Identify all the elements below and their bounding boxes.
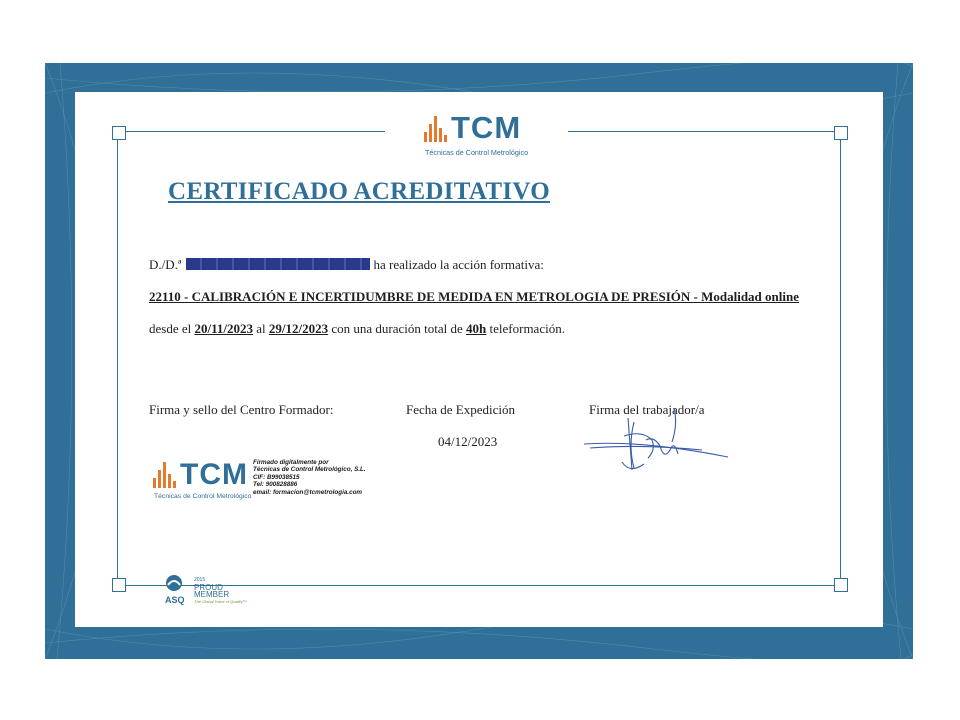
recipient-line xyxy=(149,257,544,273)
issue-date-value: 04/12/2023 xyxy=(438,434,498,449)
asq-proud-member xyxy=(194,577,247,605)
stamp-line: CIF: B99038515 xyxy=(253,473,300,481)
center-signature-label: Firma y sello del Centro Formador: xyxy=(149,402,334,417)
after-name-text: ha realizado la acción formativa: xyxy=(373,257,544,272)
mode-text: teleformación. xyxy=(489,321,565,336)
asq-member: MEMBER xyxy=(194,590,230,599)
certificate-title: CERTIFICADO ACREDITATIVO xyxy=(168,178,551,205)
digital-signature-stamp xyxy=(253,459,366,496)
handwritten-signature xyxy=(582,400,732,475)
dates-line xyxy=(149,321,565,337)
frame-corner xyxy=(834,578,848,592)
redacted-name xyxy=(186,258,370,270)
asq-label: ASQ xyxy=(165,595,185,605)
asq-icon xyxy=(164,573,192,595)
bar-chart-icon xyxy=(152,462,178,488)
logo-tagline: Técnicas de Control Metrológico xyxy=(154,493,252,500)
duration-label: con una duración total de xyxy=(331,321,463,336)
prefix-label: D./D.ª xyxy=(149,257,182,272)
asq-proud: PROUD xyxy=(194,583,223,592)
frame-corner xyxy=(834,126,848,140)
course-title: 22110 - CALIBRACIÓN E INCERTIDUMBRE DE MEDIDA EN METROLOGIA DE PRESIÓN - Modalidad online xyxy=(149,289,799,304)
hours-value: 40h xyxy=(466,321,487,336)
start-date: 20/11/2023 xyxy=(194,321,253,336)
logo-tagline: Técnicas de Control Metrológico xyxy=(425,148,529,157)
logo-brand: TCM xyxy=(451,110,522,145)
frame-corner xyxy=(112,126,126,140)
from-label: desde el xyxy=(149,321,192,336)
stamp-line: Tel: 900828886 xyxy=(253,481,298,489)
frame-corner xyxy=(112,578,126,592)
worker-signature-label: Firma del trabajador/a xyxy=(589,402,705,417)
stamp-line: Firmado digitalmente por xyxy=(253,459,329,466)
end-date: 29/12/2023 xyxy=(268,321,329,336)
logo-brand: TCM xyxy=(180,458,248,491)
bar-chart-icon xyxy=(423,116,449,142)
stamp-line: Técnicas de Control Metrológico, S.L. xyxy=(253,466,366,474)
asq-year: 2015 xyxy=(194,577,206,583)
stamp-line: email: formacion@tcmetrologia.com xyxy=(253,488,363,496)
issue-date-label: Fecha de Expedición xyxy=(406,402,516,417)
asq-tagline: The Global Voice of Quality™ xyxy=(194,599,247,604)
tcm-stamp-logo xyxy=(152,458,262,498)
to-label: al xyxy=(256,321,266,336)
